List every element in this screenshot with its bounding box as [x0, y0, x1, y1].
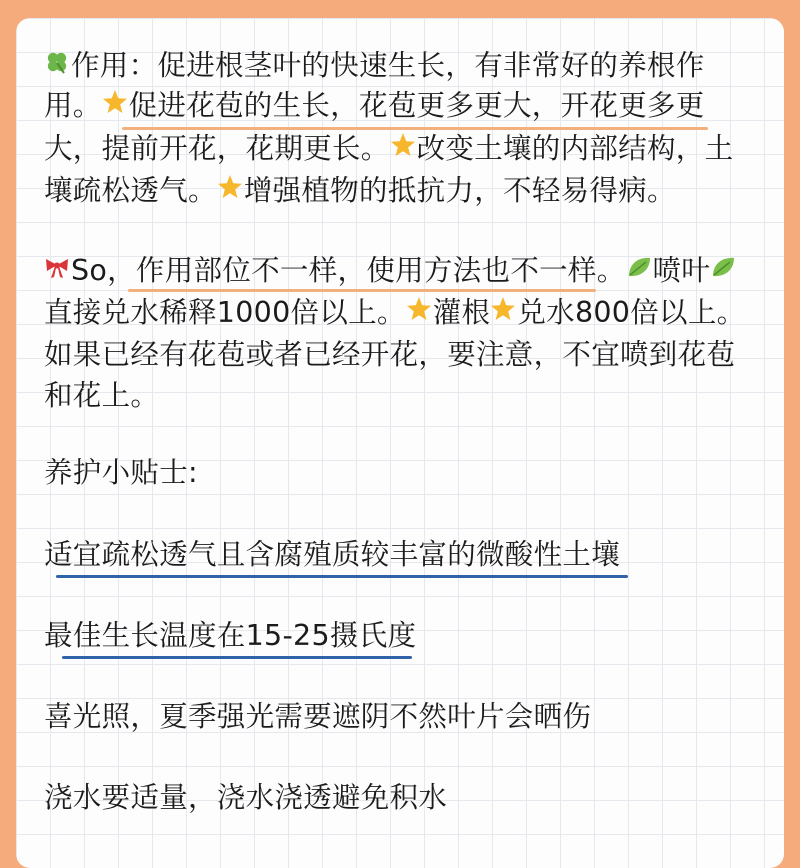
para2-line3: 如果已经有花苞或者已经开花，要注意，不宜喷到花苞 [44, 338, 736, 371]
tip-item: 最佳生长温度在15-25摄氏度 [44, 619, 417, 652]
para2-line2: 直接兑水稀释1000倍以上。 灌根 兑水800倍以上。 [44, 296, 746, 329]
star-icon [406, 296, 432, 322]
ribbon-icon [44, 254, 70, 280]
star-icon [217, 174, 243, 200]
blue-underline [56, 575, 628, 578]
para2-line1: So，作用部位不一样，使用方法也不一样。 喷叶 [44, 253, 737, 289]
leaf-wind-icon [710, 254, 736, 280]
highlight-underline [122, 127, 708, 130]
star-icon [490, 296, 516, 322]
highlight-underline [128, 289, 596, 292]
leaf-wind-icon [626, 254, 652, 280]
para2-line4: 和花上。 [44, 379, 160, 412]
para1-line2: 用。 促进花苞的生长，花苞更多更大，开花更多更 [44, 89, 705, 122]
tip-item: 适宜疏松透气且含腐殖质较丰富的微酸性土壤 [44, 538, 621, 571]
star-icon [102, 89, 128, 115]
star-icon [390, 132, 416, 158]
para1-line3: 大，提前开花，花期更长。 改变土壤的内部结构，土 [44, 132, 734, 165]
tip-item: 喜光照，夏季强光需要遮阴不然叶片会晒伤 [44, 700, 592, 733]
tips-heading: 养护小贴士: [44, 456, 198, 489]
blue-underline [62, 656, 412, 659]
para1-line1: 作用：促进根茎叶的快速生长，有非常好的养根作 [44, 48, 705, 84]
tip-item: 浇水要适量，浇水浇透避免积水 [44, 781, 448, 814]
clover-icon [44, 49, 70, 75]
para1-line4: 壤疏松透气。 增强植物的抵抗力，不轻易得病。 [44, 174, 676, 207]
